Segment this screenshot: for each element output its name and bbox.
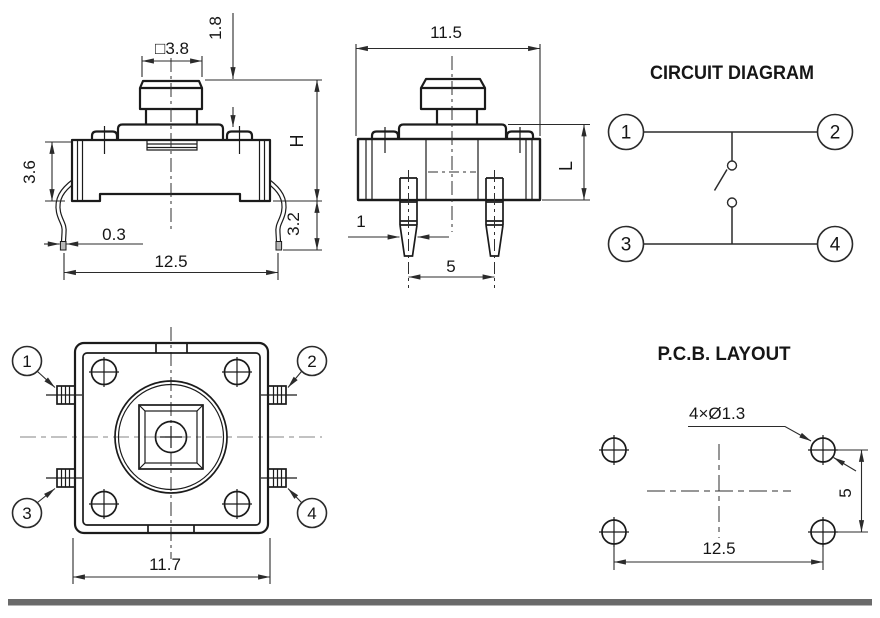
- pcb-layout: [599, 344, 868, 570]
- circuit-diagram: [609, 63, 853, 262]
- dim-text-pin-width: 1: [356, 212, 366, 231]
- footer-rule: [8, 599, 872, 606]
- circuit-diagram-title: CIRCUIT DIAGRAM: [650, 63, 814, 84]
- dim-text-holes: 4×Ø1.3: [689, 404, 746, 423]
- dim-text-cap-height: 1.8: [206, 16, 225, 40]
- dim-text-lead-below: 3.2: [284, 212, 303, 236]
- dim-text-body-height: 3.6: [20, 160, 39, 184]
- dim-text-lead-span: 12.5: [154, 252, 188, 271]
- terminal-label-1: 1: [620, 122, 632, 144]
- side-view: [20, 13, 322, 280]
- callout-label-1: 1: [22, 352, 32, 371]
- terminal-label-2: 2: [829, 122, 841, 144]
- pcb-hole-leader: [688, 427, 811, 442]
- side-view-cap-outline: [92, 81, 252, 140]
- pcb-extension-lines: [614, 450, 868, 570]
- button-center-cross: [160, 426, 182, 448]
- terminal-label-4: 4: [829, 234, 841, 256]
- dim-text-total-height: H: [287, 134, 307, 148]
- dim-text-body-width: 11.5: [430, 23, 462, 42]
- switch-contact-upper: [728, 161, 737, 170]
- front-view: [348, 23, 590, 288]
- dim-text-top-width: 11.7: [149, 555, 181, 574]
- callout-label-4: 4: [307, 504, 317, 523]
- callout-leader-2: [288, 372, 302, 388]
- callout-label-3: 3: [22, 504, 32, 523]
- dim-text-cap-square: □3.8: [155, 39, 189, 58]
- switch-contact-lower: [728, 198, 737, 207]
- callout-leader-3: [38, 489, 56, 503]
- pcb-hole-leader-tail: [834, 458, 857, 472]
- pcb-layout-title: P.C.B. LAYOUT: [657, 344, 791, 365]
- dim-text-lead-thickness: 0.3: [102, 225, 126, 244]
- side-view-right-leg-tip: [276, 242, 282, 251]
- callout-label-2: 2: [307, 352, 317, 371]
- dim-text-body-length: L: [556, 160, 576, 172]
- callout-leader-4: [288, 489, 302, 503]
- terminal-label-3: 3: [620, 234, 632, 256]
- top-view: [13, 327, 327, 584]
- dim-text-pcb-vertical-pitch: 5: [836, 488, 855, 498]
- side-view-left-leg-tip: [60, 242, 66, 251]
- dim-text-pcb-horizontal-pitch: 12.5: [702, 539, 736, 558]
- dim-text-pin-pitch: 5: [446, 257, 456, 276]
- callout-leader-1: [38, 372, 56, 388]
- circuit-wires: [644, 132, 818, 244]
